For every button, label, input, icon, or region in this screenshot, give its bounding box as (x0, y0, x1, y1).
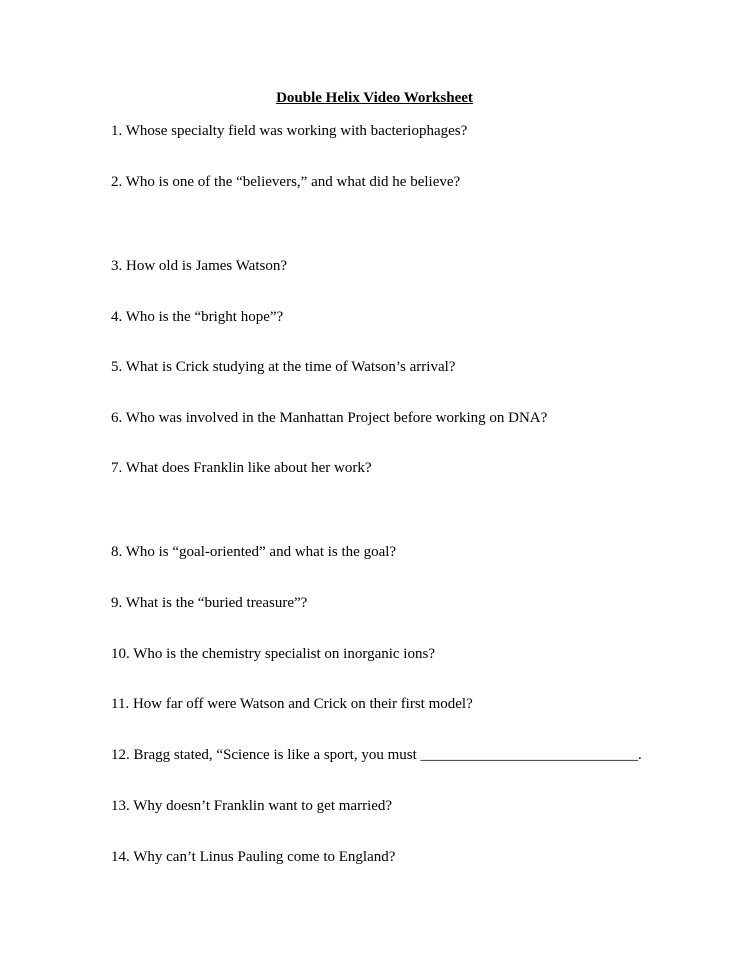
page-title: Double Helix Video Worksheet (276, 90, 473, 106)
question-11: 11. How far off were Watson and Crick on their first model? (111, 696, 473, 712)
question-12: 12. Bragg stated, “Science is like a sport, you must _____________________________. (111, 747, 642, 763)
question-8: 8. Who is “goal-oriented” and what is the goal? (111, 544, 397, 560)
question-10: 10. Who is the chemistry specialist on inorganic ions? (111, 646, 435, 662)
question-13: 13. Why doesn’t Franklin want to get married? (111, 798, 393, 814)
question-14: 14. Why can’t Linus Pauling come to England? (111, 849, 396, 865)
question-7: 7. What does Franklin like about her work? (111, 460, 372, 476)
question-9: 9. What is the “buried treasure”? (111, 595, 308, 611)
question-6: 6. Who was involved in the Manhattan Project before working on DNA? (111, 410, 548, 426)
question-1: 1. Whose specialty field was working with bacteriophages? (111, 123, 468, 139)
question-4: 4. Who is the “bright hope”? (111, 309, 284, 325)
question-3: 3. How old is James Watson? (111, 258, 288, 274)
question-2: 2. Who is one of the “believers,” and what did he believe? (111, 174, 461, 190)
question-5: 5. What is Crick studying at the time of Watson’s arrival? (111, 359, 456, 375)
